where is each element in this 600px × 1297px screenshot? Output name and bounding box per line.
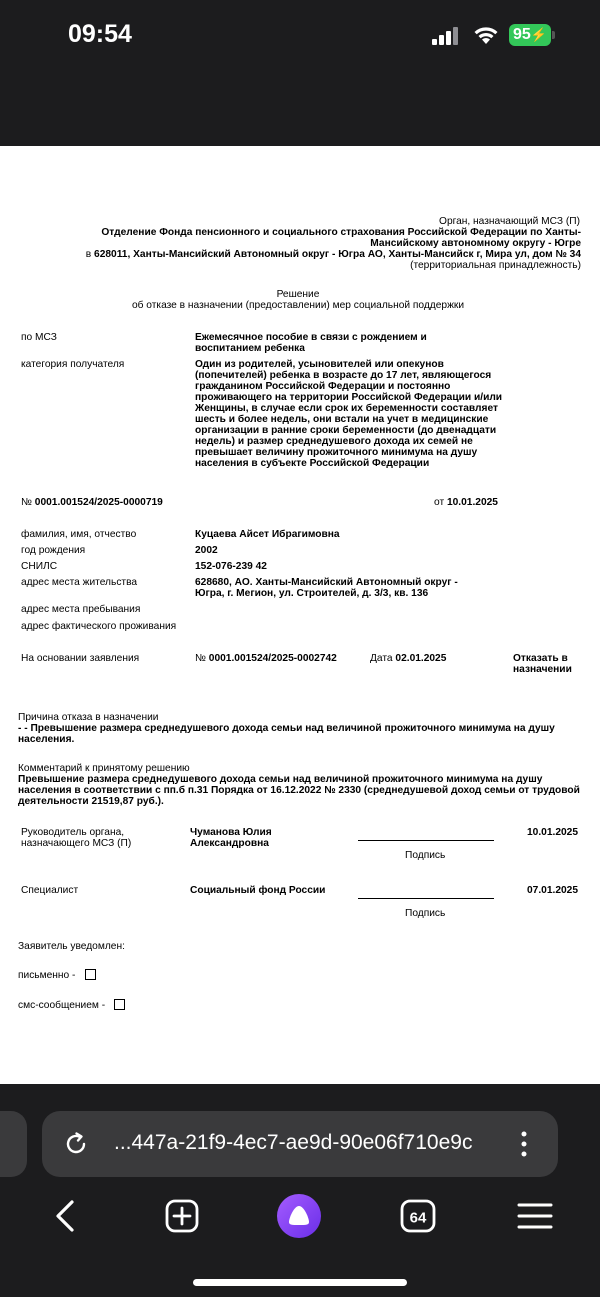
fio-label: фамилия, имя, отчество — [21, 529, 137, 540]
fio-value: Куцаева Айсет Ибрагимовна — [195, 529, 340, 540]
document-subheading: об отказе в назначении (предоставлении) мер социальной поддержки — [131, 300, 465, 311]
specialist-date: 07.01.2025 — [527, 885, 578, 896]
stay-address-label: адрес места пребывания — [21, 604, 141, 615]
tabs-icon[interactable] — [400, 1199, 436, 1233]
more-options-icon[interactable] — [520, 1130, 528, 1158]
written-checkbox — [85, 969, 96, 980]
date-prefix: от — [434, 497, 445, 508]
basis-label: На основании заявления — [21, 653, 140, 664]
comment-label: Комментарий к принятому решению — [18, 763, 190, 774]
written-label: письменно - — [18, 970, 76, 981]
app-date-value: 02.01.2025 — [395, 653, 447, 664]
territorial-note: (территориальная принадлежность) — [410, 260, 581, 271]
tabs-count: 64 — [409, 1209, 427, 1227]
snils-value: 152-076-239 42 — [195, 561, 267, 572]
clock: 09:54 — [68, 20, 132, 48]
reason-value: - - Превышение размера среднедушевого дохода семьи над величиной прожиточного минимума на душу населения. — [18, 723, 555, 745]
app-date-label: Дата — [370, 653, 393, 664]
actual-address-label: адрес фактического проживания — [21, 621, 177, 632]
document-number — [21, 497, 321, 508]
application-number — [195, 653, 365, 664]
number-value: 0001.001524/2025-0000719 — [34, 497, 163, 508]
msz-value: Ежемесячное пособие в связи с рождением и воспитанием ребенка — [195, 332, 427, 354]
organ-address-line — [20, 249, 581, 260]
msz-label: по МСЗ — [21, 332, 57, 343]
browser-top-area — [0, 66, 600, 146]
previous-tab-pill[interactable] — [0, 1111, 27, 1177]
cellular-signal-icon — [432, 27, 460, 45]
category-value: Один из родителей, усыновителей или опекунов (попечителей) ребенка в возрасте до 17 лет, являющегося гражданином Российской Федерации и постоянно проживающего на территории Российской Федерации и/или Женщины, в случае если срок их беременности составляет шесть и более недель, они встали на учет в медицинские организации в ранние сроки беременности (до двенадцати недель) и размер среднедушевого дохода их семей не превышает величину прожиточного минимума на душу населения в субъекте Российской Федерации — [195, 359, 503, 469]
birth-value: 2002 — [195, 545, 218, 556]
head-signature-line — [358, 840, 494, 841]
birth-label: год рождения — [21, 545, 86, 556]
organ-address: 628011, Ханты-Мансийский Автономный округ - Югра АО, Ханты-Мансийск г, Мира ул, дом № 34 — [94, 249, 581, 260]
battery-level: 95 — [513, 26, 531, 43]
snils-label: СНИЛС — [21, 561, 58, 572]
organ-label: Орган, назначающий МСЗ (П) — [439, 216, 580, 227]
application-date — [370, 653, 480, 664]
specialist-name: Социальный фонд России — [190, 885, 326, 896]
app-number-value: 0001.001524/2025-0002742 — [208, 653, 337, 664]
specialist-signature-label: Подпись — [405, 908, 446, 919]
url-text[interactable]: ...447a-21f9-4ec7-ae9d-90e06f710e9c — [114, 1131, 473, 1154]
battery-cap — [552, 31, 555, 39]
charging-bolt-icon: ⚡ — [530, 27, 547, 42]
document-heading: Решение — [276, 289, 320, 300]
address-bar[interactable] — [42, 1111, 558, 1177]
battery-indicator — [509, 24, 551, 46]
sms-checkbox — [114, 999, 125, 1010]
back-icon[interactable] — [54, 1199, 76, 1233]
number-prefix: № — [21, 497, 32, 508]
reload-icon[interactable] — [62, 1130, 90, 1158]
organ-name: Отделение Фонда пенсионного и социального страхования Российской Федерации по Ханты-Мансийскому автономному округу - Югре — [101, 227, 581, 249]
wifi-icon — [472, 24, 500, 46]
new-tab-icon[interactable] — [165, 1199, 199, 1233]
address-label: адрес места жительства — [21, 577, 138, 588]
address-value: 628680, АО. Ханты-Мансийский Автономный округ - Югра, г. Мегион, ул. Строителей, д. 3/3, кв. 136 — [195, 577, 458, 599]
alice-assistant-icon[interactable] — [277, 1194, 321, 1238]
head-date: 10.01.2025 — [527, 827, 578, 838]
notified-label: Заявитель уведомлен: — [18, 941, 125, 952]
document-date — [434, 497, 584, 508]
browser-bottom-bar — [0, 1084, 600, 1297]
menu-icon[interactable] — [517, 1202, 553, 1230]
decision: Отказать в назначении — [513, 653, 572, 675]
specialist-signature-line — [358, 898, 494, 899]
organ-address-prefix: в — [85, 249, 92, 260]
head-name: Чуманова Юлия Александровна — [190, 827, 272, 849]
document-page — [0, 146, 600, 1084]
comment-value: Превышение размера среднедушевого дохода семьи над величиной прожиточного минимума на душу населения в соответствии с пп.б п.31 Порядка от 16.12.2022 № 2330 (среднедушевой доход семьи от трудовой деятельности 21519,87 руб.). — [18, 774, 580, 807]
reason-label: Причина отказа в назначении — [18, 712, 159, 723]
sms-label: смс-сообщением - — [18, 1000, 106, 1011]
home-indicator[interactable] — [193, 1279, 407, 1286]
specialist-label: Специалист — [21, 885, 79, 896]
category-label: категория получателя — [21, 359, 125, 370]
date-value: 10.01.2025 — [446, 497, 498, 508]
status-bar — [0, 0, 600, 66]
head-signature-label: Подпись — [405, 850, 446, 861]
head-label: Руководитель органа, назначающего МСЗ (П) — [21, 827, 132, 849]
app-number-prefix: № — [195, 653, 206, 664]
